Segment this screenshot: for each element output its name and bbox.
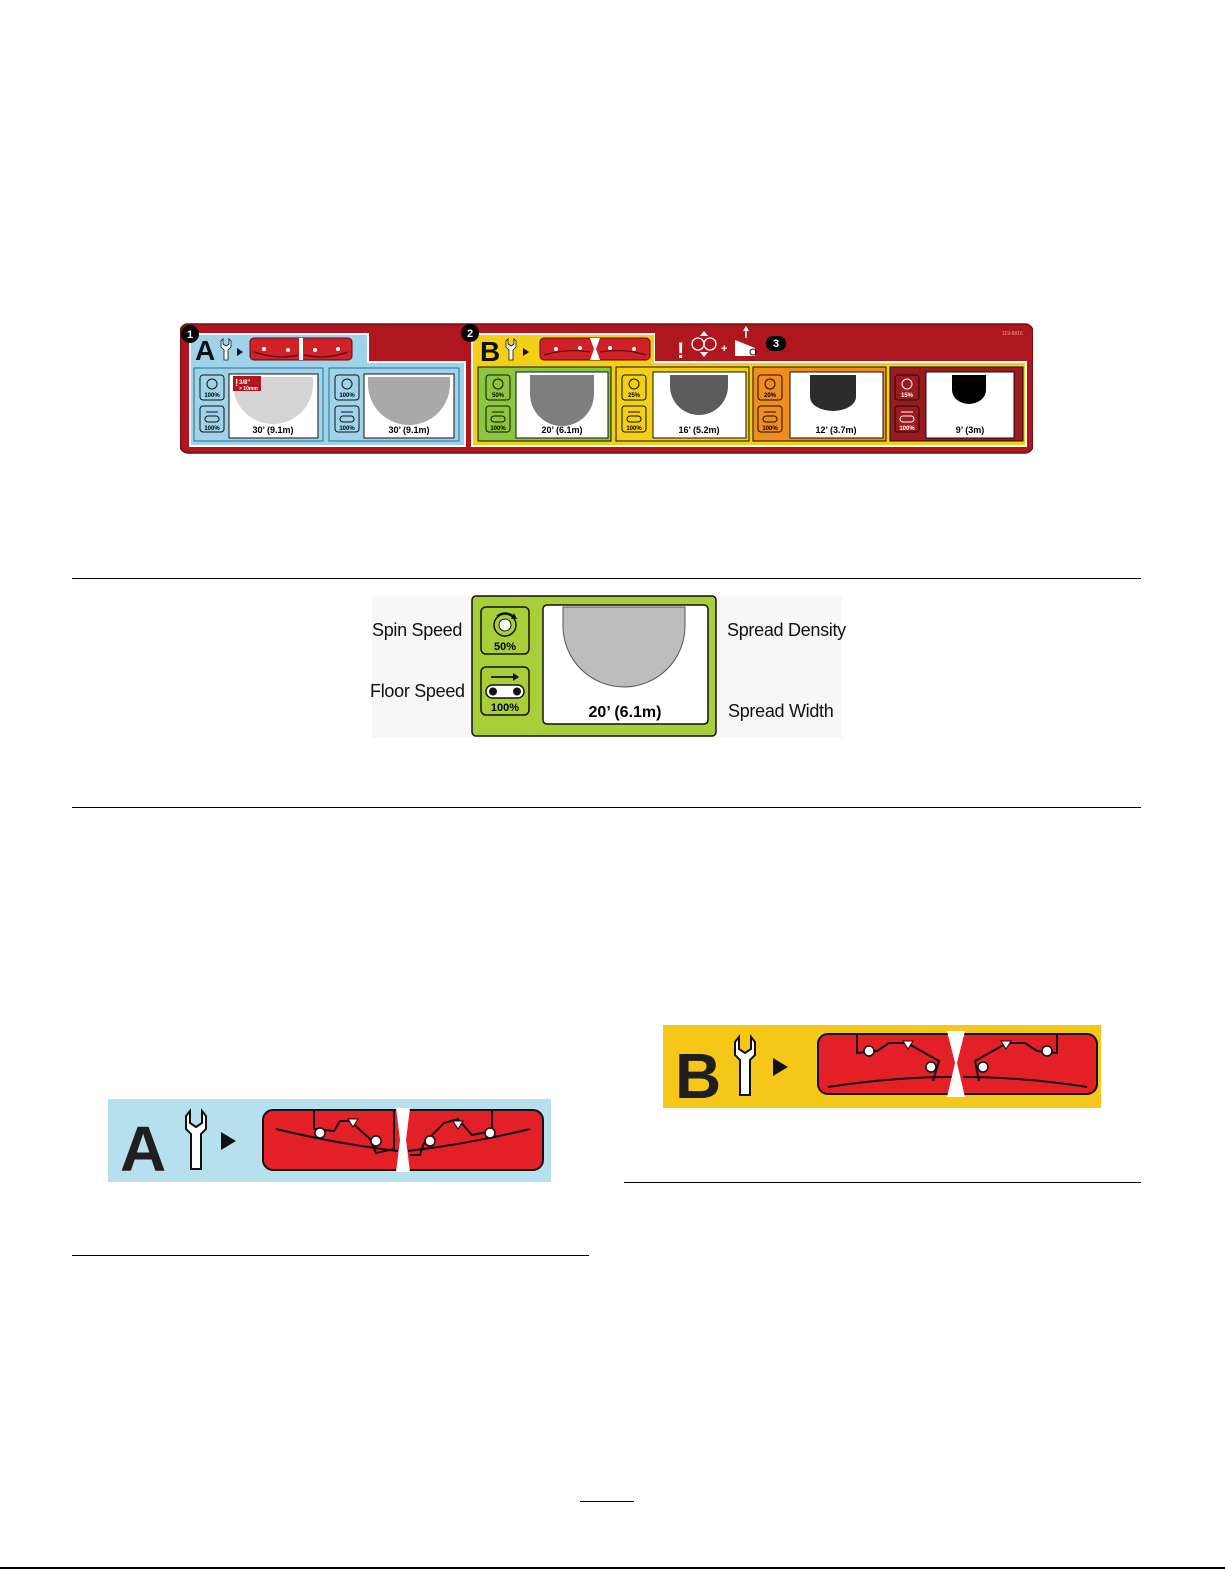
spread-width-value: 30’ (9.1m) — [388, 425, 430, 435]
legend-sample-spin-value: 50% — [493, 641, 517, 653]
floor-speed-value: 100% — [899, 426, 915, 432]
spin-speed-value: 100% — [204, 393, 220, 399]
spread-density-shape — [952, 375, 986, 404]
legend-floor-speed-label: Floor Speed — [370, 681, 465, 701]
blade-a-letter: A — [120, 1113, 167, 1182]
spread-width-value: 12’ (3.7m) — [815, 425, 857, 435]
divider-line — [72, 807, 1141, 808]
legend-spin-speed-label: Spin Speed — [372, 620, 463, 640]
section-b-panel-4 — [890, 367, 1023, 441]
section-b-letter: B — [480, 336, 501, 367]
legend-sample-floor-value: 100% — [490, 702, 520, 714]
blade-position-a-graphic — [108, 1099, 551, 1182]
svg-text:!: ! — [235, 378, 239, 389]
callout-2: 2 — [466, 328, 474, 340]
spin-speed-value: 25% — [627, 393, 641, 399]
warning-text-1: 3/8" — [239, 380, 251, 386]
section-b-panel-1 — [478, 367, 611, 441]
blade-a-mini-icon — [250, 338, 352, 360]
section-a-panel-2 — [329, 368, 459, 441]
spin-speed-value: 50% — [491, 393, 505, 399]
divider-line — [624, 1182, 1141, 1183]
section-b-panel-3 — [753, 367, 886, 441]
warning-text-2: > 10mm — [239, 386, 258, 392]
floor-speed-value: 100% — [626, 426, 642, 432]
spinner-blades-icon — [818, 1031, 1097, 1097]
wrench-icon — [735, 1037, 755, 1095]
alert-icon: ! — [677, 338, 685, 363]
divider-line — [72, 1255, 589, 1256]
section-a-letter: A — [195, 335, 216, 366]
plus-sign: + — [721, 343, 728, 355]
spread-width-value: 30’ (9.1m) — [252, 425, 294, 435]
spread-width-value: 16’ (5.2m) — [678, 425, 720, 435]
blade-b-letter: B — [675, 1040, 722, 1108]
callout-3: 3 — [772, 338, 780, 350]
section-b-panel-2 — [616, 367, 749, 441]
spread-width-value: 9’ (3m) — [955, 425, 985, 435]
legend-spread-density-label: Spread Density — [727, 620, 846, 640]
page-bottom-line — [0, 1567, 1225, 1569]
spin-speed-value: 20% — [763, 393, 777, 399]
section-a-panel-1 — [194, 368, 323, 441]
legend-sample-width-value: 20’ (6.1m) — [588, 704, 662, 721]
floor-speed-value: 100% — [339, 426, 355, 432]
divider-line — [580, 1501, 634, 1502]
arrow-icon — [773, 1058, 788, 1076]
blade-position-b-graphic — [663, 1025, 1101, 1108]
callout-1: 1 — [186, 329, 194, 341]
wrench-icon — [186, 1111, 206, 1169]
spread-density-shape — [810, 375, 856, 411]
legend-sample-panel — [471, 595, 717, 737]
floor-speed-value: 100% — [762, 426, 778, 432]
spin-speed-value: 15% — [900, 393, 914, 399]
spreader-decal — [180, 322, 1033, 454]
floor-speed-value: 100% — [204, 426, 220, 432]
divider-line — [72, 578, 1141, 579]
arrow-icon — [221, 1132, 236, 1150]
part-number: 119-8816 — [1002, 331, 1023, 337]
floor-speed-value: 100% — [490, 426, 506, 432]
spread-width-value: 20’ (6.1m) — [541, 425, 583, 435]
spinner-blades-icon — [263, 1108, 543, 1172]
legend-spread-width-label: Spread Width — [728, 701, 834, 721]
spin-speed-value: 100% — [339, 393, 355, 399]
conveyor-icon — [486, 673, 524, 698]
blade-b-mini-icon — [540, 338, 650, 360]
